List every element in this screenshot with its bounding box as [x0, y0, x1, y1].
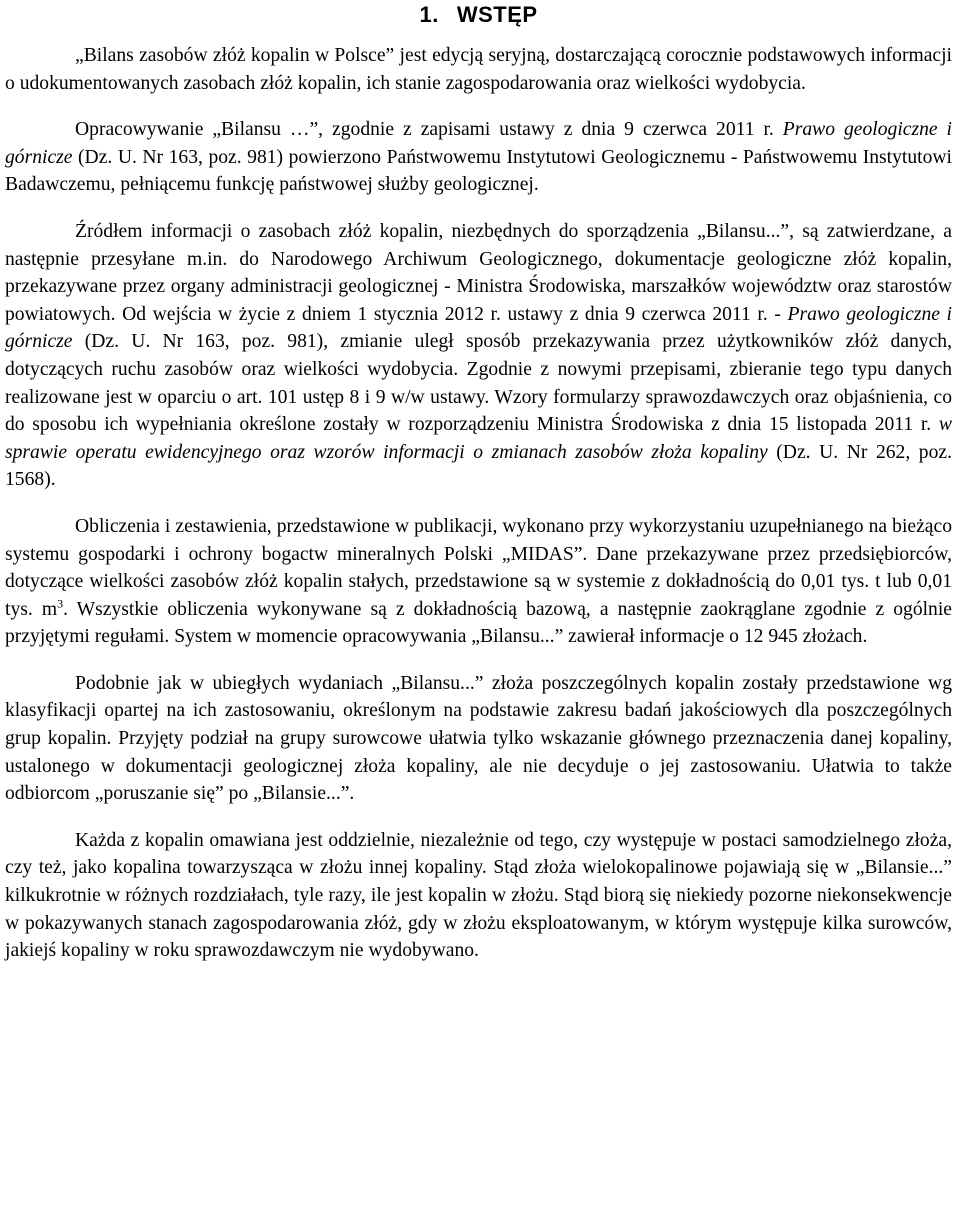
paragraph-3-law-title: Prawo geologiczne i górnicze — [5, 303, 952, 353]
paragraph-5 — [5, 670, 952, 808]
paragraph-3-part-e: (Dz. U. Nr 262, poz. 1568). — [5, 441, 952, 491]
paragraph-4-part-a: Obliczenia i zestawienia, przedstawione w publikacji, wykonano przy wykorzystaniu uzupełnianego na bieżąco systemu gospodarki i ochrony bogactw mineralnych Polski „MIDAS”. Dane przekazywane przez przedsiębiorców, dotyczące wielkości zasobów złóż kopalin stałych, przedstawione są w systemie z dokładnością do 0,01 tys. t lub 0,01 tys. m — [5, 515, 952, 620]
paragraph-6-text: Każda z kopalin omawiana jest oddzielnie, niezależnie od tego, czy występuje w postaci samodzielnego złoża, czy też, jako kopalina towarzysząca w złożu innej kopaliny. Stąd złoża wielokopalinowe pojawiają się w „Bilansie...” kilkukrotnie w różnych rozdziałach, tyle razy, ile jest kopalin w złożu. Stąd biorą się niekiedy pozorne niekonsekwencje w pokazywanych stanach zagospodarowania złóż, gdy w złożu eksploatowanym, w którym występuje kilka surowców, jakiejś kopaliny w roku sprawozdawczym nie wydobywano. — [5, 829, 952, 962]
section-heading — [5, 2, 952, 28]
paragraph-3-part-c: (Dz. U. Nr 163, poz. 981), zmianie uległ sposób przekazywania przez użytkowników złóż danych, dotyczących ruchu zasobów oraz wielkości wydobycia. Zgodnie z nowymi przepisami, zbieranie tego typu danych realizowane jest w oparciu o art. 101 ustęp 8 i 9 w/w ustawy. Wzory formularzy sprawozdawczych oraz objaśnienia, co do sposobu ich wypełniania określone zostały w rozporządzeniu Ministra Środowiska z dnia 15 listopada 2011 r. — [5, 331, 952, 436]
section-number: 1. — [419, 2, 439, 27]
paragraph-2-part-c: (Dz. U. Nr 163, poz. 981) powierzono Państwowemu Instytutowi Geologicznemu - Państwowemu Instytutowi Badawczemu, pełniącemu funkcję państwowej służby geologicznej. — [5, 146, 952, 196]
paragraph-3-part-a: Źródłem informacji o zasobach złóż kopalin, niezbędnych do sporządzenia „Bilansu...”, są zatwierdzane, a następnie przesyłane m.in. do Narodowego Archiwum Geologicznego, dokumentacje geologiczne złóż kopalin, przekazywane przez organy administracji geologicznej - Ministra Środowiska, marszałków województw oraz starostów powiatowych. Od wejścia w życie z dniem 1 stycznia 2012 r. ustawy z dnia 9 czerwca 2011 r. - — [5, 220, 952, 325]
paragraph-4-part-b: . Wszystkie obliczenia wykonywane są z dokładnością bazową, a następnie zaokrąglane zgodnie z ogólnie przyjętymi regułami. System w momencie opracowywania „Bilansu...” zawierał informacje o 12 945 złożach. — [5, 598, 952, 648]
paragraph-4-superscript: 3 — [57, 596, 64, 611]
paragraph-1-text: „Bilans zasobów złóż kopalin w Polsce” jest edycją seryjną, dostarczającą corocznie podstawowych informacji o udokumentowanych zasobach złóż kopalin, ich stanie zagospodarowania oraz wielkości wydobycia. — [5, 45, 952, 94]
paragraph-2-part-a: Opracowywanie „Bilansu …”, zgodnie z zapisami ustawy z dnia 9 czerwca 2011 r. — [75, 119, 783, 141]
paragraph-2-law-title: Prawo geologiczne i górnicze — [5, 119, 953, 168]
paragraph-3-regulation-title: w sprawie operatu ewidencyjnego oraz wzorów informacji o zmianach zasobów złoża kopaliny — [5, 414, 952, 463]
paragraph-6 — [5, 827, 952, 965]
paragraph-2 — [5, 116, 952, 199]
section-title: WSTĘP — [456, 2, 538, 27]
document-page — [0, 2, 960, 1214]
paragraph-3 — [5, 218, 952, 494]
paragraph-4 — [5, 513, 952, 651]
paragraph-5-text: Podobnie jak w ubiegłych wydaniach „Bilansu...” złoża poszczególnych kopalin zostały przedstawione wg klasyfikacji opartej na ich zastosowaniu, określonym na podstawie zakresu badań jakościowych dla poszczególnych grup kopalin. Przyjęty podział na grupy surowcowe ułatwia tylko wskazanie głównego przeznaczenia danej kopaliny, ustalonego w dokumentacji geologicznej złoża kopaliny, ale nie decyduje o jej zastosowaniu. Ułatwia to także odbiorcom „poruszanie się” po „Bilansie...”. — [5, 672, 952, 805]
paragraph-1 — [5, 42, 952, 97]
